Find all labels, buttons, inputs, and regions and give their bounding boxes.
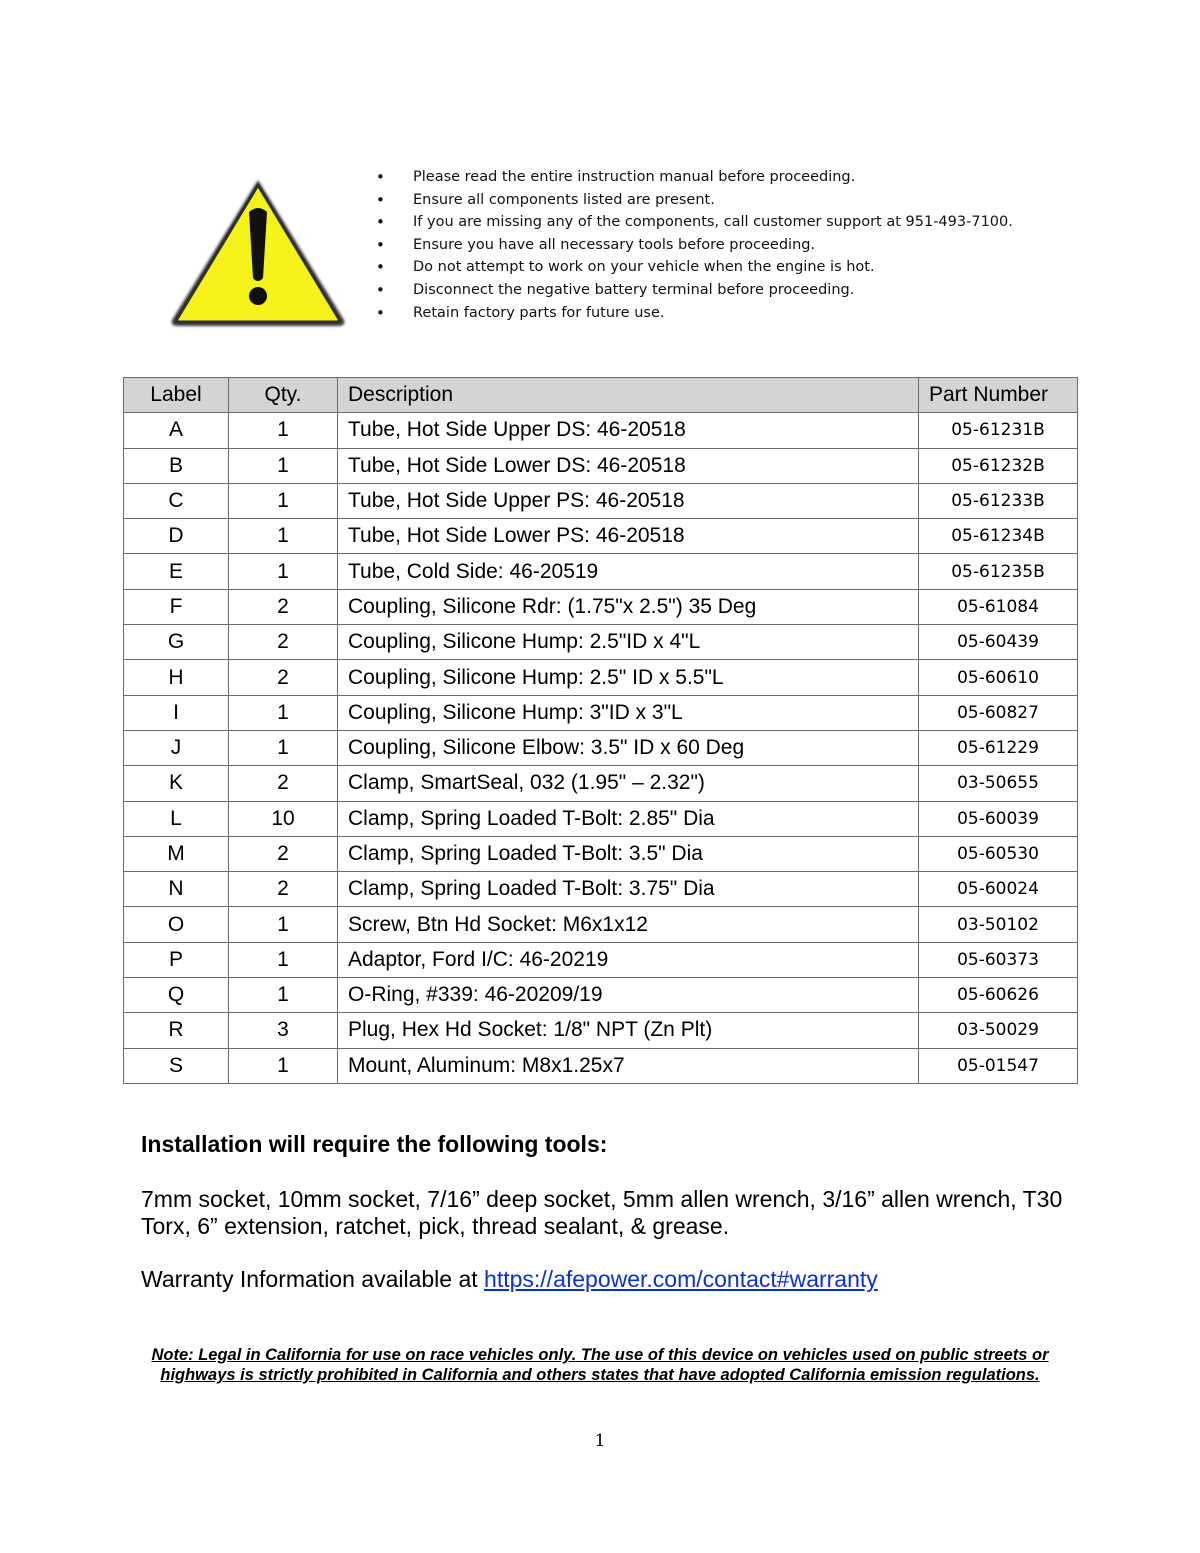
cell-qty: 1: [229, 554, 338, 589]
cell-qty: 10: [229, 801, 338, 836]
cell-description: Clamp, SmartSeal, 032 (1.95" – 2.32"): [338, 766, 919, 801]
table-header-row: [124, 378, 1078, 413]
cell-qty: 1: [229, 695, 338, 730]
cell-part-number: 05-60610: [919, 660, 1078, 695]
cell-description: Screw, Btn Hd Socket: M6x1x12: [338, 907, 919, 942]
cell-description: Plug, Hex Hd Socket: 1/8" NPT (Zn Plt): [338, 1013, 919, 1048]
legal-note: Note: Legal in California for use on race vehicles only. The use of this device on vehicles used on public streets or highways is strictly prohibited in California and others states that have adopted California emission regulations.: [151, 1346, 1049, 1384]
cell-part-number: 05-61229: [919, 730, 1078, 765]
cell-label: H: [124, 660, 229, 695]
cell-part-number: 05-61234B: [919, 519, 1078, 554]
table-row: [124, 554, 1078, 589]
table-row: [124, 766, 1078, 801]
cell-part-number: 05-61233B: [919, 483, 1078, 518]
cell-part-number: 05-01547: [919, 1048, 1078, 1083]
cell-description: Coupling, Silicone Hump: 2.5" ID x 5.5"L: [338, 660, 919, 695]
parts-table: [123, 377, 1078, 1084]
cell-description: Clamp, Spring Loaded T-Bolt: 2.85" Dia: [338, 801, 919, 836]
warning-item: • If you are missing any of the components, call customer support at 951-493-7100.: [376, 211, 1013, 234]
cell-qty: 1: [229, 978, 338, 1013]
table-row: [124, 978, 1078, 1013]
cell-label: J: [124, 730, 229, 765]
table-row: [124, 942, 1078, 977]
warning-item: • Disconnect the negative battery terminal before proceeding.: [376, 279, 1013, 302]
cell-qty: 1: [229, 448, 338, 483]
warning-item: • Retain factory parts for future use.: [376, 302, 1013, 325]
cell-part-number: 05-60827: [919, 695, 1078, 730]
cell-part-number: 03-50655: [919, 766, 1078, 801]
tools-list-text: 7mm socket, 10mm socket, 7/16” deep socket, 5mm allen wrench, 3/16” allen wrench, T30 Torx, 6” extension, ratchet, pick, thread sealant, & grease.: [141, 1186, 1063, 1239]
warning-item: • Please read the entire instruction manual before proceeding.: [376, 166, 1013, 189]
cell-label: O: [124, 907, 229, 942]
cell-qty: 1: [229, 413, 338, 448]
header-description: Description: [338, 378, 919, 413]
cell-qty: 2: [229, 766, 338, 801]
header-part-number: Part Number: [919, 378, 1078, 413]
table-row: [124, 448, 1078, 483]
cell-label: E: [124, 554, 229, 589]
cell-part-number: 05-61232B: [919, 448, 1078, 483]
warning-list: [376, 166, 1013, 324]
cell-qty: 1: [229, 1048, 338, 1083]
cell-description: Coupling, Silicone Rdr: (1.75"x 2.5") 35 Deg: [338, 589, 919, 624]
cell-part-number: 03-50029: [919, 1013, 1078, 1048]
cell-label: G: [124, 625, 229, 660]
cell-label: A: [124, 413, 229, 448]
cell-label: R: [124, 1013, 229, 1048]
cell-part-number: 05-60039: [919, 801, 1078, 836]
cell-qty: 1: [229, 907, 338, 942]
table-row: [124, 483, 1078, 518]
cell-description: Tube, Cold Side: 46-20519: [338, 554, 919, 589]
table-row: [124, 730, 1078, 765]
cell-label: Q: [124, 978, 229, 1013]
cell-description: Tube, Hot Side Upper PS: 46-20518: [338, 483, 919, 518]
cell-qty: 2: [229, 660, 338, 695]
header-label: Label: [124, 378, 229, 413]
cell-label: I: [124, 695, 229, 730]
table-row: [124, 625, 1078, 660]
table-row: [124, 589, 1078, 624]
table-row: [124, 519, 1078, 554]
cell-label: L: [124, 801, 229, 836]
header-qty: Qty.: [229, 378, 338, 413]
cell-qty: 1: [229, 942, 338, 977]
cell-label: B: [124, 448, 229, 483]
cell-label: P: [124, 942, 229, 977]
cell-qty: 1: [229, 519, 338, 554]
cell-description: Clamp, Spring Loaded T-Bolt: 3.5" Dia: [338, 836, 919, 871]
cell-part-number: 05-60024: [919, 872, 1078, 907]
cell-qty: 2: [229, 625, 338, 660]
cell-part-number: 05-61235B: [919, 554, 1078, 589]
cell-qty: 2: [229, 872, 338, 907]
cell-label: K: [124, 766, 229, 801]
table-row: [124, 836, 1078, 871]
cell-qty: 2: [229, 836, 338, 871]
cell-description: O-Ring, #339: 46-20209/19: [338, 978, 919, 1013]
warranty-link[interactable]: https://afepower.com/contact#warranty: [484, 1266, 878, 1292]
table-row: [124, 660, 1078, 695]
cell-description: Tube, Hot Side Lower DS: 46-20518: [338, 448, 919, 483]
cell-label: D: [124, 519, 229, 554]
warning-item: • Do not attempt to work on your vehicle when the engine is hot.: [376, 256, 1013, 279]
cell-description: Mount, Aluminum: M8x1.25x7: [338, 1048, 919, 1083]
cell-description: Clamp, Spring Loaded T-Bolt: 3.75" Dia: [338, 872, 919, 907]
cell-qty: 3: [229, 1013, 338, 1048]
cell-description: Coupling, Silicone Hump: 2.5"ID x 4"L: [338, 625, 919, 660]
cell-part-number: 05-61084: [919, 589, 1078, 624]
page-number: 1: [594, 1431, 606, 1451]
cell-label: C: [124, 483, 229, 518]
table-row: [124, 1048, 1078, 1083]
table-row: [124, 872, 1078, 907]
cell-part-number: 05-60373: [919, 942, 1078, 977]
cell-description: Coupling, Silicone Elbow: 3.5" ID x 60 Deg: [338, 730, 919, 765]
table-row: [124, 695, 1078, 730]
cell-description: Adaptor, Ford I/C: 46-20219: [338, 942, 919, 977]
cell-part-number: 05-60439: [919, 625, 1078, 660]
tools-heading: Installation will require the following tools:: [141, 1131, 608, 1157]
cell-qty: 2: [229, 589, 338, 624]
cell-part-number: 05-61231B: [919, 413, 1078, 448]
cell-description: Coupling, Silicone Hump: 3"ID x 3"L: [338, 695, 919, 730]
cell-part-number: 05-60530: [919, 836, 1078, 871]
cell-label: S: [124, 1048, 229, 1083]
warning-item: • Ensure you have all necessary tools before proceeding.: [376, 234, 1013, 257]
parts-table-body: [124, 413, 1078, 1084]
table-row: [124, 413, 1078, 448]
warning-triangle-icon: [168, 174, 348, 330]
cell-qty: 1: [229, 730, 338, 765]
cell-label: M: [124, 836, 229, 871]
warranty-text: Warranty Information available at: [141, 1266, 485, 1292]
table-row: [124, 907, 1078, 942]
warning-item: • Ensure all components listed are present.: [376, 189, 1013, 212]
warranty-info: [141, 1266, 878, 1293]
cell-label: F: [124, 589, 229, 624]
table-row: [124, 1013, 1078, 1048]
cell-part-number: 05-60626: [919, 978, 1078, 1013]
table-row: [124, 801, 1078, 836]
cell-qty: 1: [229, 483, 338, 518]
cell-description: Tube, Hot Side Lower PS: 46-20518: [338, 519, 919, 554]
cell-description: Tube, Hot Side Upper DS: 46-20518: [338, 413, 919, 448]
cell-part-number: 03-50102: [919, 907, 1078, 942]
cell-label: N: [124, 872, 229, 907]
